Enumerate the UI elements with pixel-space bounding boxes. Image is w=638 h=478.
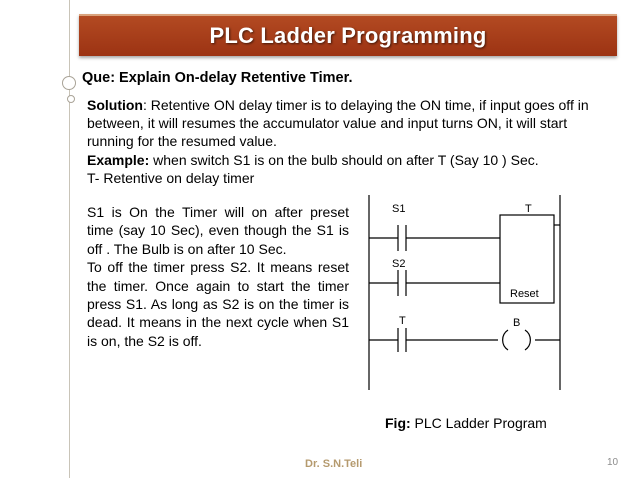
bulb-label: B [513, 317, 521, 329]
reset-label: Reset [510, 288, 539, 300]
decor-circle-small [67, 95, 75, 103]
solution-block [87, 96, 607, 187]
figure-caption-text: PLC Ladder Program [410, 415, 547, 431]
example-paragraph [87, 151, 607, 169]
slide-title: PLC Ladder Programming [209, 23, 487, 48]
s1-label: S1 [392, 203, 406, 215]
explanation-p1: S1 is On the Timer will on after preset time (say 10 Sec), even though the S1 is off . The Bulb is on after 10 Sec. [87, 204, 349, 257]
t-contact-label: T [399, 315, 406, 327]
timer-label: T [525, 203, 532, 215]
figure-caption-label: Fig: [385, 415, 411, 431]
explanation-block [87, 203, 349, 350]
solution-text: : Retentive ON delay timer is to delaying the ON time, if input goes off in between, it will resumes the accumulator value and input turns ON, it will start running for the resumed value. [87, 97, 589, 150]
solution-label: Solution [87, 97, 143, 113]
solution-paragraph [87, 96, 607, 151]
page-number: 10 [607, 457, 619, 468]
ladder-diagram [355, 195, 580, 395]
bulb-coil-left [503, 330, 508, 350]
bulb-coil-right [525, 330, 530, 350]
s2-label: S2 [392, 258, 406, 270]
decor-circle-large [62, 76, 76, 90]
footer-author: Dr. S.N.Teli [305, 458, 363, 470]
example-label: Example: [87, 151, 150, 168]
explanation-p2: To off the timer press S2. It means reset the timer. Once again to start the timer press S1. As long as S2 is on the timer is dead. It means in the next cycle when S1 is on, the S2 is off. [87, 259, 349, 349]
timer-definition: T- Retentive on delay timer [87, 169, 255, 186]
left-margin-rule [69, 0, 70, 478]
figure-caption [385, 415, 547, 431]
title-bar [79, 14, 617, 56]
example-text: when switch S1 is on the bulb should on after T (Say 10 ) Sec. [149, 151, 539, 168]
question-text: Que: Explain On-delay Retentive Timer. [82, 70, 353, 86]
